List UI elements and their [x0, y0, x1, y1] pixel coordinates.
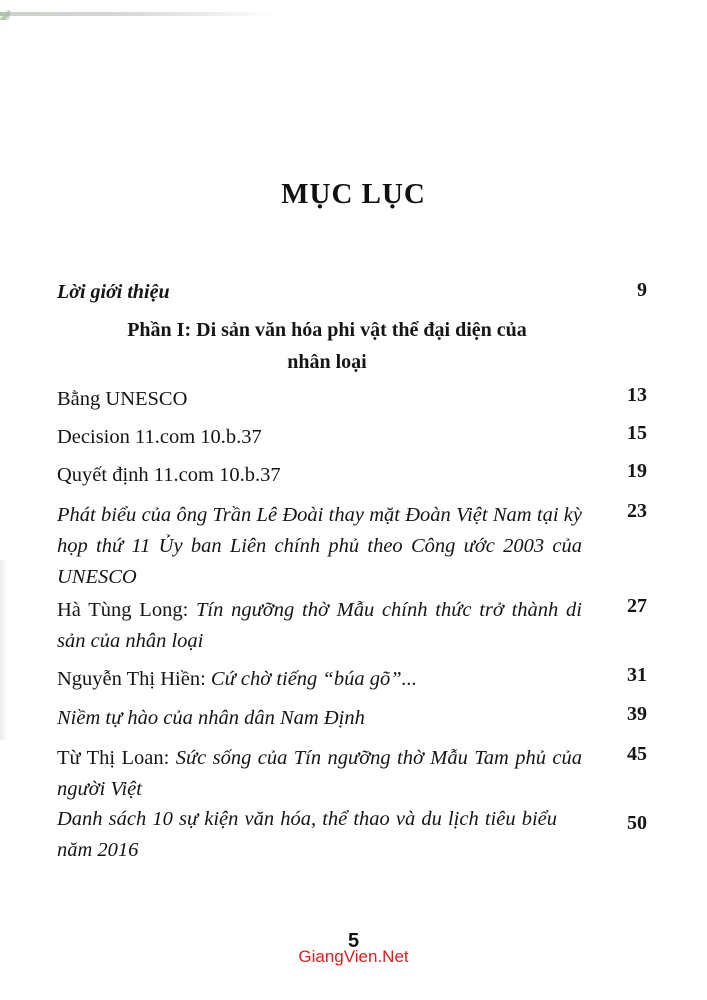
section-heading-line-1: Phần I: Di sản văn hóa phi vật thể đại diện của [127, 319, 527, 341]
toc-entry-page: 50 [627, 812, 647, 834]
toc-entry-author: Nguyễn Thị Hiền: [57, 668, 211, 690]
toc-entry-title: Cứ chờ tiếng “búa gõ”... [210, 668, 417, 690]
page-number: 5 [347, 930, 360, 952]
toc-entry-page: 15 [627, 422, 647, 444]
toc-entry-page: 23 [627, 500, 647, 522]
toc-entry-title-wrap [57, 595, 582, 657]
toc-entry-title: Sức sống của Tín ngưỡng thờ Mẫu Tam phủ của người Việt [57, 747, 582, 800]
page-shadow [0, 560, 8, 740]
section-heading-line-2: nhân loại [287, 351, 367, 373]
toc-entry-title: Phát biểu của ông Trần Lê Đoài thay mặt Đoàn Việt Nam tại kỳ họp thứ 11 Ủy ban Liên chính phủ theo Công ước 2003 của UNESCO [57, 504, 582, 588]
toc-entry-page: 27 [627, 595, 647, 617]
page-title: MỤC LỤC [281, 178, 426, 210]
toc-entry-author: Hà Tùng Long: [57, 599, 197, 621]
toc-entry-title: Decision 11.com 10.b.37 [57, 426, 262, 448]
toc-entry-author: Từ Thị Loan: [57, 747, 176, 769]
toc-entry-page: 13 [627, 384, 647, 406]
toc-entry-page: 19 [627, 460, 647, 482]
toc-entry-title: Danh sách 10 sự kiện văn hóa, thể thao và du lịch tiêu biểu năm 2016 [57, 808, 557, 861]
toc-entry-page: 31 [627, 664, 647, 686]
toc-entry-title-wrap [57, 743, 582, 805]
toc-entry-page: 39 [627, 703, 647, 725]
watermark-link[interactable]: GiangVien.Net [298, 947, 409, 966]
toc-entry-title: Quyết định 11.com 10.b.37 [57, 464, 281, 486]
toc-entry-page: 45 [627, 743, 647, 765]
section-heading [57, 314, 597, 378]
toc-entry-title: Bằng UNESCO [57, 388, 188, 410]
toc-entry-title: Lời giới thiệu [57, 281, 170, 303]
toc-entry-title: Niềm tự hào của nhân dân Nam Định [57, 707, 365, 729]
scan-corner-artifact [0, 10, 10, 20]
toc-entry-title-wrap [57, 664, 582, 695]
toc-entry-title: Tín ngưỡng thờ Mẫu chính thức trở thành di sản của nhân loại [57, 599, 582, 652]
toc-entry-page: 9 [637, 279, 647, 301]
scan-edge-artifact [0, 12, 275, 16]
